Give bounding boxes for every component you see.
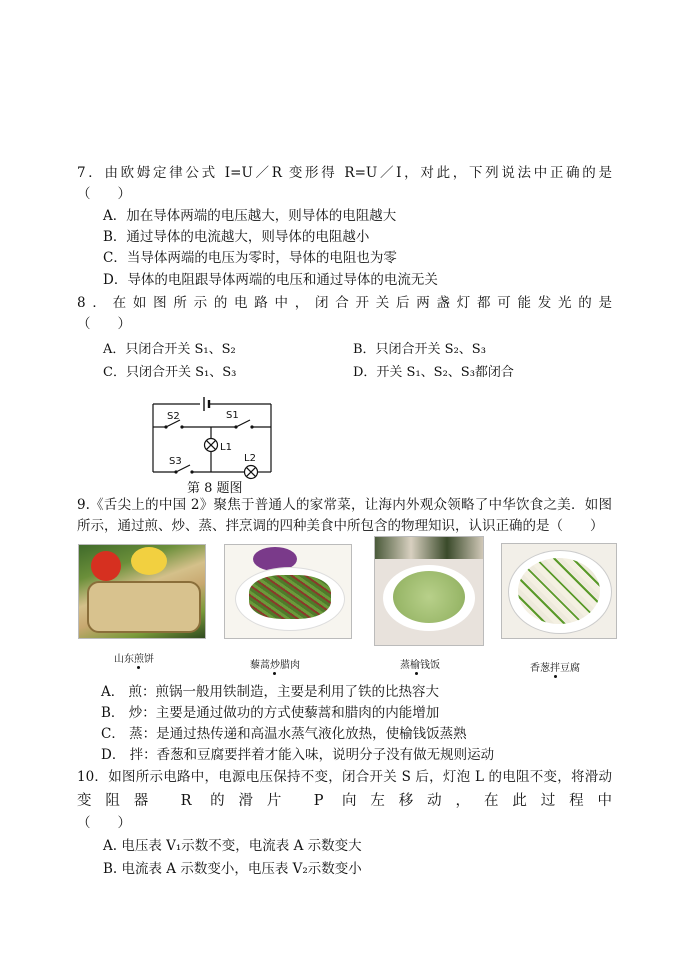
- q9-option-b: B． 炒：主要是通过做功的方式使藜蒿和腊肉的内能增加: [101, 705, 440, 721]
- q8-figure-caption: 第 8 题图: [187, 481, 243, 496]
- q7-option-d: D．导体的电阻跟导体两端的电压和通过导体的电流无关: [103, 272, 438, 288]
- photo-steamed-elm-rice: [374, 536, 484, 646]
- caption-artemisia-bacon: 藜蒿炒腊肉: [250, 660, 300, 671]
- photo-artemisia-bacon: [224, 544, 352, 639]
- q8-stem: 8．在如图所示的电路中，闭合开关后两盏灯都可能发光的是: [77, 295, 612, 311]
- caption-shandong-pancake: 山东煎饼: [114, 654, 154, 665]
- q9-option-d: D． 拌：香葱和豆腐要拌着才能入味，说明分子没有做无规则运动: [101, 747, 495, 763]
- label-s1: S1: [226, 410, 239, 421]
- q9-option-c: C． 蒸：是通过热传递和高温水蒸气液化放热，使榆钱饭蒸熟: [101, 726, 467, 742]
- caption-dot: [554, 675, 557, 678]
- q8-circuit-diagram: [148, 392, 278, 488]
- label-s2: S2: [167, 411, 180, 422]
- q9-stem-line2: 所示，通过煎、炒、蒸、拌烹调的四种美食中所包含的物理知识，认识正确的是（ ）: [77, 518, 604, 534]
- q7-option-a: A．加在导体两端的电压越大，则导体的电阻越大: [103, 208, 397, 224]
- q9-option-a: A． 煎：煎锅一般用铁制造，主要是利用了铁的比热容大: [101, 684, 440, 700]
- label-l2: L2: [244, 453, 256, 464]
- photo-tofu-scallion: [501, 543, 617, 639]
- label-l1: L1: [220, 442, 232, 453]
- photo-shandong-pancake: [78, 544, 206, 639]
- q10-stem-line2: 变阻器 R 的滑片 P 向左移动，在此过程中: [77, 793, 612, 809]
- caption-steamed-elm-rice: 蒸榆钱饭: [400, 660, 440, 671]
- q10-option-b: B. 电流表 A 示数变小，电压表 V₂示数变小: [103, 861, 362, 877]
- q8-option-b: B．只闭合开关 S₂、S₃: [353, 342, 486, 357]
- q10-answer-paren: （ ）: [77, 815, 131, 831]
- q10-stem-line1: 10．如图所示电路中，电源电压保持不变，闭合开关 S 后，灯泡 L 的电阻不变，将滑动: [77, 769, 612, 785]
- caption-dot: [273, 672, 276, 675]
- q8-option-d: D．开关 S₁、S₂、S₃都闭合: [353, 365, 514, 380]
- caption-dot: [415, 672, 418, 675]
- label-s3: S3: [169, 456, 182, 467]
- q7-answer-paren: （ ）: [77, 186, 131, 202]
- q8-option-a: A．只闭合开关 S₁、S₂: [103, 342, 236, 357]
- caption-dot: [137, 666, 140, 669]
- q9-stem-line1: 9.《舌尖上的中国 2》聚焦于普通人的家常菜，让海内外观众领略了中华饮食之美．如图: [77, 497, 612, 513]
- q10-option-a: A. 电压表 V₁示数不变，电流表 A 示数变大: [103, 838, 362, 854]
- q7-option-b: B．通过导体的电流越大，则导体的电阻越小: [103, 229, 370, 245]
- q7-option-c: C．当导体两端的电压为零时，导体的电阻也为零: [103, 250, 397, 266]
- q8-answer-paren: （ ）: [77, 316, 131, 332]
- q7-stem: 7．由欧姆定律公式 I=U／R 变形得 R=U／I，对此，下列说法中正确的是: [77, 165, 612, 181]
- caption-tofu-scallion: 香葱拌豆腐: [530, 663, 580, 674]
- q8-option-c: C．只闭合开关 S₁、S₃: [103, 365, 237, 380]
